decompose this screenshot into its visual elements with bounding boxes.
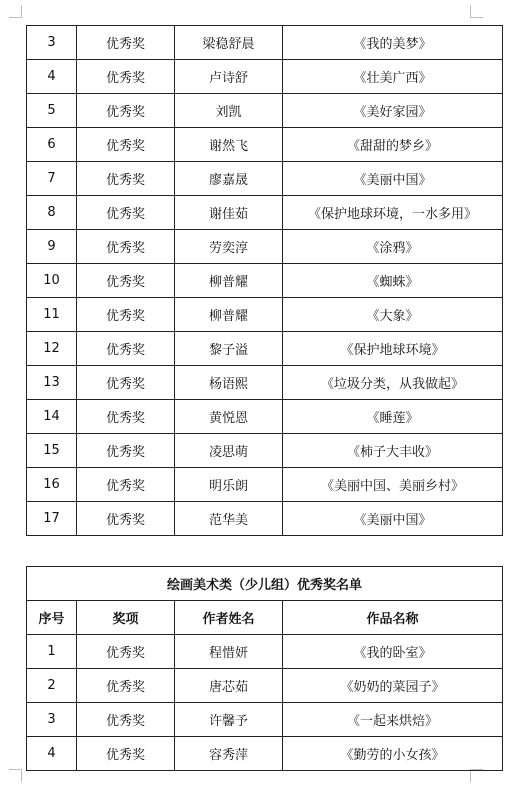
table-row bbox=[27, 366, 503, 400]
cell-no: 10 bbox=[27, 264, 77, 298]
cell-work: 《美丽中国》 bbox=[283, 502, 503, 536]
cell-no: 15 bbox=[27, 434, 77, 468]
award-table-body bbox=[27, 26, 503, 536]
table-row bbox=[27, 264, 503, 298]
cell-author: 廖嘉晟 bbox=[175, 162, 283, 196]
table-row bbox=[27, 468, 503, 502]
cell-award: 优秀奖 bbox=[77, 60, 175, 94]
cell-work: 《美丽中国、美丽乡村》 bbox=[283, 468, 503, 502]
cell-author: 梁稳舒晨 bbox=[175, 26, 283, 60]
cell-no: 7 bbox=[27, 162, 77, 196]
table-title: 绘画美术类（少儿组）优秀奖名单 bbox=[27, 567, 503, 601]
cell-award: 优秀奖 bbox=[77, 400, 175, 434]
cell-award: 优秀奖 bbox=[77, 332, 175, 366]
award-table-children-group bbox=[26, 566, 503, 771]
cell-work: 《美丽中国》 bbox=[283, 162, 503, 196]
cell-work: 《保护地球环境》 bbox=[283, 332, 503, 366]
cell-no: 3 bbox=[27, 703, 77, 737]
cell-author: 柳普耀 bbox=[175, 298, 283, 332]
award-table-continued bbox=[26, 25, 503, 536]
cell-no: 17 bbox=[27, 502, 77, 536]
cell-author: 劳奕淳 bbox=[175, 230, 283, 264]
cell-work: 《垃圾分类，从我做起》 bbox=[283, 366, 503, 400]
page-corner-mark-top-right bbox=[470, 5, 483, 18]
cell-author: 范华美 bbox=[175, 502, 283, 536]
cell-award: 优秀奖 bbox=[77, 502, 175, 536]
cell-no: 14 bbox=[27, 400, 77, 434]
table-row bbox=[27, 434, 503, 468]
cell-author: 柳普耀 bbox=[175, 264, 283, 298]
cell-no: 1 bbox=[27, 635, 77, 669]
cell-author: 谢佳茹 bbox=[175, 196, 283, 230]
cell-no: 4 bbox=[27, 737, 77, 771]
cell-award: 优秀奖 bbox=[77, 298, 175, 332]
cell-work: 《我的卧室》 bbox=[283, 635, 503, 669]
cell-no: 13 bbox=[27, 366, 77, 400]
table-row bbox=[27, 400, 503, 434]
cell-author: 程惜妍 bbox=[175, 635, 283, 669]
header-work: 作品名称 bbox=[283, 601, 503, 635]
cell-award: 优秀奖 bbox=[77, 162, 175, 196]
cell-author: 谢然飞 bbox=[175, 128, 283, 162]
cell-award: 优秀奖 bbox=[77, 230, 175, 264]
table-row bbox=[27, 128, 503, 162]
cell-award: 优秀奖 bbox=[77, 669, 175, 703]
table-row bbox=[27, 635, 503, 669]
table-row bbox=[27, 230, 503, 264]
cell-award: 优秀奖 bbox=[77, 703, 175, 737]
table-row bbox=[27, 669, 503, 703]
cell-no: 8 bbox=[27, 196, 77, 230]
cell-award: 优秀奖 bbox=[77, 94, 175, 128]
cell-work: 《美好家园》 bbox=[283, 94, 503, 128]
table-row bbox=[27, 26, 503, 60]
cell-author: 黄悦恩 bbox=[175, 400, 283, 434]
table-row bbox=[27, 703, 503, 737]
cell-work: 《壮美广西》 bbox=[283, 60, 503, 94]
cell-no: 11 bbox=[27, 298, 77, 332]
cell-author: 刘凯 bbox=[175, 94, 283, 128]
cell-no: 5 bbox=[27, 94, 77, 128]
page-corner-mark-bottom-left bbox=[9, 769, 22, 782]
cell-work: 《睡莲》 bbox=[283, 400, 503, 434]
table-row bbox=[27, 332, 503, 366]
table-title-row bbox=[27, 567, 503, 601]
cell-no: 9 bbox=[27, 230, 77, 264]
cell-work: 《奶奶的菜园子》 bbox=[283, 669, 503, 703]
cell-no: 16 bbox=[27, 468, 77, 502]
cell-no: 4 bbox=[27, 60, 77, 94]
table-row bbox=[27, 737, 503, 771]
cell-work: 《甜甜的梦乡》 bbox=[283, 128, 503, 162]
cell-no: 3 bbox=[27, 26, 77, 60]
cell-author: 黎子溢 bbox=[175, 332, 283, 366]
cell-author: 容秀萍 bbox=[175, 737, 283, 771]
cell-author: 杨语熙 bbox=[175, 366, 283, 400]
table-row bbox=[27, 502, 503, 536]
cell-award: 优秀奖 bbox=[77, 737, 175, 771]
cell-work: 《柿子大丰收》 bbox=[283, 434, 503, 468]
cell-award: 优秀奖 bbox=[77, 128, 175, 162]
cell-award: 优秀奖 bbox=[77, 264, 175, 298]
cell-work: 《保护地球环境，一水多用》 bbox=[283, 196, 503, 230]
cell-award: 优秀奖 bbox=[77, 26, 175, 60]
cell-award: 优秀奖 bbox=[77, 635, 175, 669]
cell-no: 12 bbox=[27, 332, 77, 366]
cell-author: 凌思萌 bbox=[175, 434, 283, 468]
cell-author: 卢诗舒 bbox=[175, 60, 283, 94]
cell-work: 《蜘蛛》 bbox=[283, 264, 503, 298]
cell-author: 唐芯茹 bbox=[175, 669, 283, 703]
cell-author: 许馨予 bbox=[175, 703, 283, 737]
award-table-body bbox=[27, 635, 503, 771]
table-row bbox=[27, 298, 503, 332]
table-row bbox=[27, 60, 503, 94]
table-row bbox=[27, 94, 503, 128]
cell-award: 优秀奖 bbox=[77, 366, 175, 400]
table-row bbox=[27, 196, 503, 230]
page-corner-mark-top-left bbox=[9, 5, 22, 18]
table-row bbox=[27, 162, 503, 196]
cell-work: 《一起来烘焙》 bbox=[283, 703, 503, 737]
header-no: 序号 bbox=[27, 601, 77, 635]
cell-work: 《勤劳的小女孩》 bbox=[283, 737, 503, 771]
cell-award: 优秀奖 bbox=[77, 434, 175, 468]
header-award: 奖项 bbox=[77, 601, 175, 635]
cell-award: 优秀奖 bbox=[77, 468, 175, 502]
cell-award: 优秀奖 bbox=[77, 196, 175, 230]
cell-work: 《大象》 bbox=[283, 298, 503, 332]
cell-author: 明乐朗 bbox=[175, 468, 283, 502]
header-author: 作者姓名 bbox=[175, 601, 283, 635]
cell-no: 6 bbox=[27, 128, 77, 162]
cell-work: 《我的美梦》 bbox=[283, 26, 503, 60]
table-header-row bbox=[27, 601, 503, 635]
cell-work: 《涂鸦》 bbox=[283, 230, 503, 264]
cell-no: 2 bbox=[27, 669, 77, 703]
